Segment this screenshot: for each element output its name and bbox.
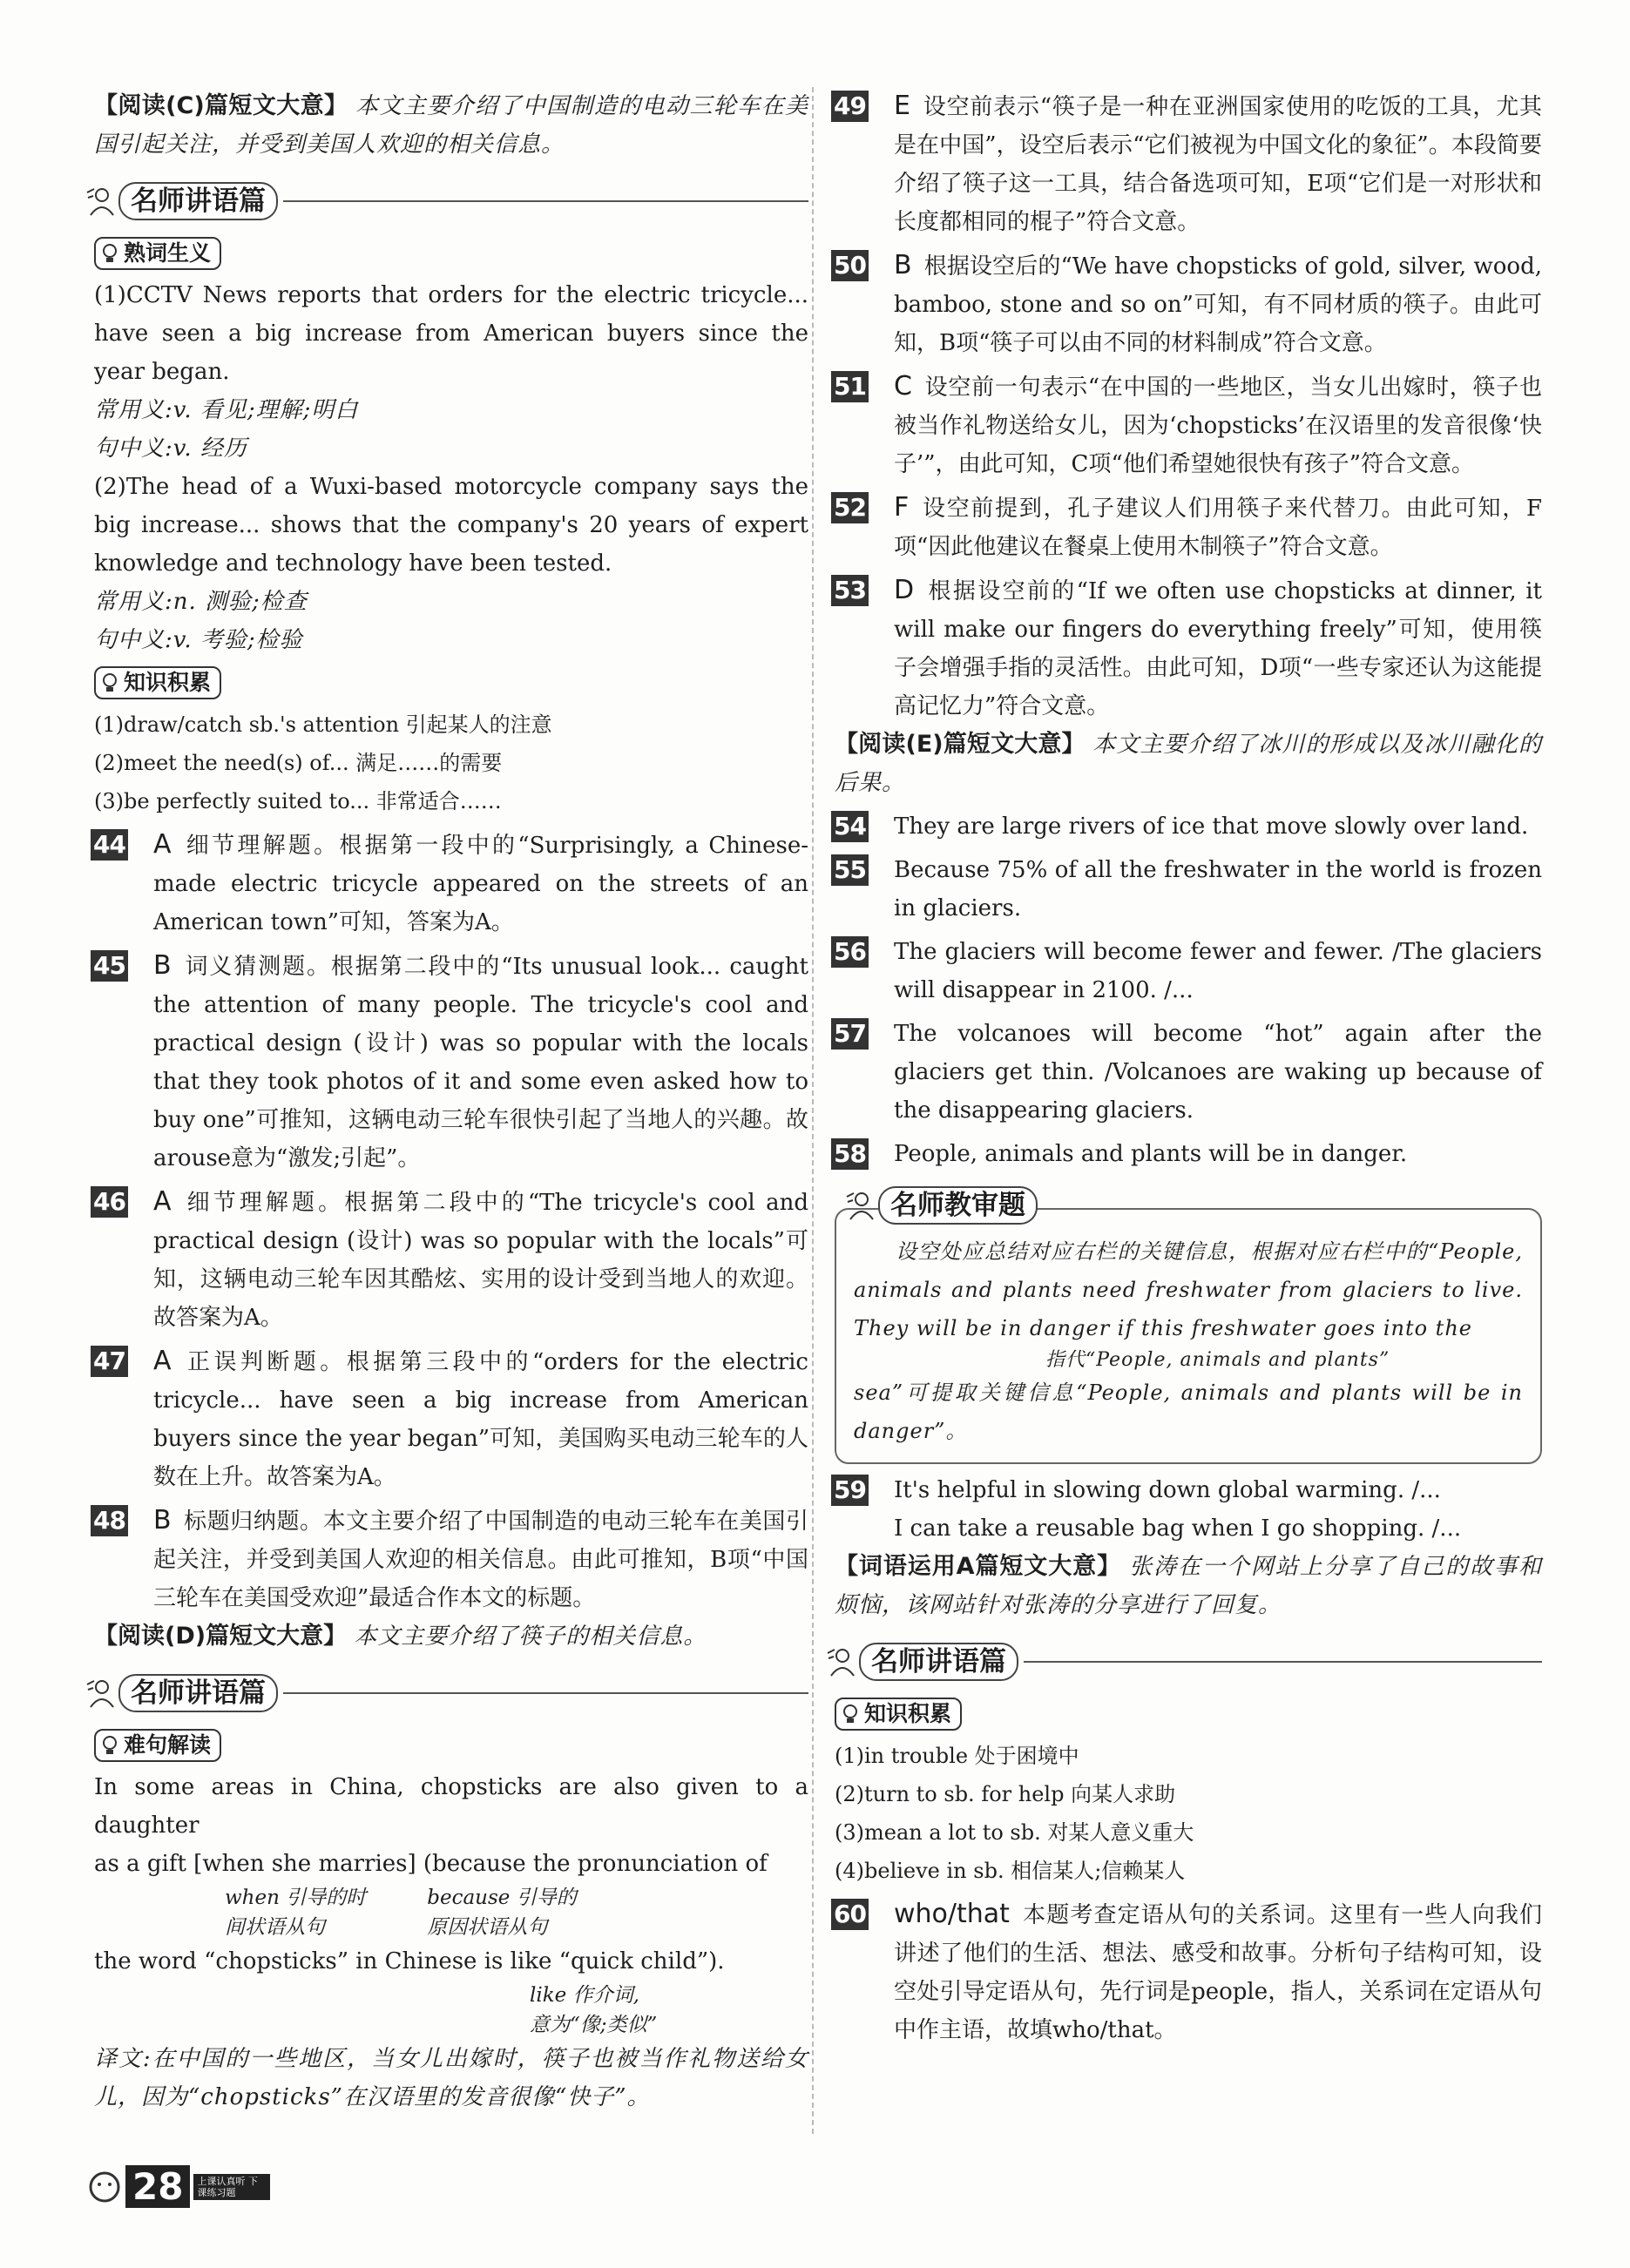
bulb-icon <box>101 243 118 264</box>
answer-letter: F <box>894 492 910 523</box>
question-number: 50 <box>831 250 869 281</box>
bulb-icon <box>842 1704 859 1725</box>
question-number: 58 <box>831 1138 869 1170</box>
explanation: 正误判断题。根据第三段中的“orders for the electric tricycle... have seen a big increase from American buyers since the year began”可知，美国购买电动三轮车的人数在上升。故答案为A。 <box>153 1349 808 1490</box>
question-number: 49 <box>831 91 869 122</box>
hard-sentence-line3: the word “chopsticks” in Chinese is like “quick child”). <box>94 1948 725 1974</box>
question-number: 59 <box>831 1475 869 1506</box>
page-footer <box>87 2165 270 2208</box>
explanation: 根据设空前的“If we often use chopsticks at dinner, it will make our fingers do everything freely”可知，使用筷子会增强手指的灵活性。由此可知，D项“一些专家还认为这能提高记忆力”符合文意。 <box>894 578 1542 719</box>
intro-e-text: 本文主要介绍了冰川的形成以及冰川融化的后果。 <box>835 732 1543 796</box>
review-annotation: 指代“People, animals and plants” <box>1045 1349 1390 1371</box>
answer-57 <box>835 1015 1542 1130</box>
knowledge-item: (3)be perfectly suited to... 非常适合…… <box>94 789 502 813</box>
knowledge-item: (1)in trouble 处于困境中 <box>835 1744 1079 1768</box>
knowledge-item: (2)meet the need(s) of... 满足……的需要 <box>94 751 503 775</box>
answer-50 <box>835 246 1542 362</box>
word2-common-meaning: 常用义:n. 测验;检查 <box>94 589 308 615</box>
intro-c <box>94 87 808 164</box>
question-number: 56 <box>831 936 869 968</box>
answer-letter: A <box>153 1346 172 1376</box>
explanation: 设空前表示“筷子是一种在亚洲国家使用的吃饭的工具，尤其是在中国”，设空后表示“它们被视为中国文化的象征”。本段简要介绍了筷子这一工具，结合备选项可知，E项“它们是一对形状和长度都相同的棍子”符合文意。 <box>894 94 1542 235</box>
explanation: They are large rivers of ice that move slowly over land. <box>894 813 1529 840</box>
section-header-3 <box>826 1640 1542 1684</box>
explanation: 细节理解题。根据第二段中的“The tricycle's cool and practical design (设计) was so popular with the locals”可知，这辆电动三轮车因其酷炫、实用的设计受到当地人的欢迎。故答案为A。 <box>153 1190 808 1331</box>
annotation-like: like 作介词, 意为“像;类似” <box>530 1984 658 2036</box>
teacher-review-box <box>835 1190 1542 1464</box>
section-title-2: 名师讲语篇 <box>118 1674 278 1712</box>
question-number: 54 <box>831 811 869 842</box>
section-title-review: 名师教审题 <box>878 1186 1038 1225</box>
tag-knowledge: 知识积累 <box>94 666 221 699</box>
answer-48 <box>94 1502 808 1617</box>
answer-56 <box>835 933 1542 1009</box>
answer-51 <box>835 368 1542 483</box>
explanation: It's helpful in slowing down global warming. /... <box>894 1477 1441 1503</box>
annotation-row-1 <box>94 1883 808 1942</box>
answer-54 <box>835 807 1542 846</box>
tag-knowledge-2: 知识积累 <box>835 1698 962 1731</box>
explanation: 细节理解题。根据第一段中的“Surprisingly, a Chinese-made electric tricycle appeared on the streets of an American town”可知，答案为A。 <box>153 833 808 935</box>
tag-familiar-words: 熟词生义 <box>94 237 221 270</box>
intro-a <box>835 1548 1542 1624</box>
hard-sentence-line1: In some areas in China, chopsticks are also given to a daughter <box>94 1774 808 1839</box>
answer-60 <box>835 1895 1542 2049</box>
word2-sentence: (2)The head of a Wuxi-based motorcycle company says the big increase... shows that the company's 20 years of expert knowledge and technology have been tested. <box>94 474 808 577</box>
section-header-2 <box>85 1671 808 1715</box>
left-column <box>94 87 808 2116</box>
question-number: 45 <box>91 950 128 982</box>
bulb-icon <box>101 1735 118 1756</box>
word1-context-meaning: 句中义:v. 经历 <box>94 435 247 462</box>
knowledge-item: (4)believe in sb. 相信某人;信赖某人 <box>835 1859 1186 1883</box>
answer-59 <box>835 1471 1542 1548</box>
mascot-icon <box>87 2170 122 2204</box>
intro-d-text: 本文主要介绍了筷子的相关信息。 <box>354 1623 707 1650</box>
question-number: 46 <box>91 1186 128 1218</box>
answer-45 <box>94 947 808 1178</box>
answer-letter: A <box>153 829 172 860</box>
intro-d-heading: 【阅读(D)篇短文大意】 <box>94 1623 348 1650</box>
right-column <box>835 87 1542 2049</box>
knowledge-item: (1)draw/catch sb.'s attention 引起某人的注意 <box>94 712 552 737</box>
section-header-1 <box>85 179 808 223</box>
answer-letter: B <box>894 250 912 280</box>
explanation: 设空前提到，孔子建议人们用筷子来代替刀。由此可知，F项“因此他建议在餐桌上使用木制筷子”符合文意。 <box>894 496 1542 560</box>
explanation: 设空前一句表示“在中国的一些地区，当女儿出嫁时，筷子也被当作礼物送给女儿，因为‘chopsticks’在汉语里的发音很像‘快子’”，由此可知，C项“他们希望她很快有孩子”符合文意。 <box>894 375 1542 477</box>
question-number: 57 <box>831 1018 869 1050</box>
question-number: 55 <box>831 854 869 886</box>
answer-58 <box>835 1135 1542 1173</box>
explanation: I can take a reusable bag when I go shopping. /... <box>894 1515 1462 1542</box>
explanation: The volcanoes will become “hot” again after the glaciers get thin. /Volcanoes are waking up because of the disappearing glaciers. <box>894 1021 1542 1124</box>
tag-hard-sentence: 难句解读 <box>94 1729 221 1762</box>
teacher-icon <box>85 186 118 217</box>
answer-letter: E <box>894 91 910 121</box>
answer-47 <box>94 1342 808 1496</box>
section-header-review <box>845 1184 1038 1227</box>
answer-53 <box>835 571 1542 726</box>
question-number: 47 <box>91 1346 128 1377</box>
explanation: The glaciers will become fewer and fewer. /The glaciers will disappear in 2100. /... <box>894 939 1542 1003</box>
answer-55 <box>835 851 1542 928</box>
answer-44 <box>94 826 808 942</box>
teacher-icon <box>85 1677 118 1709</box>
knowledge-item: (3)mean a lot to sb. 对某人意义重大 <box>835 1820 1194 1845</box>
teacher-icon <box>826 1646 859 1677</box>
question-number: 48 <box>91 1505 128 1536</box>
answer-46 <box>94 1183 808 1337</box>
section-title-1: 名师讲语篇 <box>118 182 278 220</box>
question-number: 44 <box>91 829 128 861</box>
section-title-3: 名师讲语篇 <box>859 1643 1018 1681</box>
review-text-1: 设空处应总结对应右栏的关键信息，根据对应右栏中的“People, animals and plants need freshwater from glaciers to live. They will be in danger if this freshwater goes into the <box>854 1239 1523 1340</box>
translation: 译文:在中国的一些地区，当女儿出嫁时，筷子也被当作礼物送给女儿，因为“chopsticks”在汉语里的发音很像“快子”。 <box>94 2046 808 2110</box>
answer-letter: C <box>894 371 912 402</box>
intro-e <box>835 726 1542 802</box>
question-number: 53 <box>831 575 869 606</box>
footer-slogan: 上课认真听 下课练习题 <box>193 2174 270 2200</box>
answer-52 <box>835 489 1542 566</box>
review-text-2: sea”可提取关键信息“People, animals and plants will be in danger”。 <box>854 1380 1523 1443</box>
annotation-because: because 引导的 原因状语从句 <box>427 1887 577 1939</box>
intro-c-text: 本文主要介绍了中国制造的电动三轮车在美国引起关注，并受到美国人欢迎的相关信息。 <box>94 93 808 158</box>
question-number: 51 <box>831 371 869 402</box>
explanation: 标题归纳题。本文主要介绍了中国制造的电动三轮车在美国引起关注，并受到美国人欢迎的相关信息。由此可推知，B项“中国三轮车在美国受欢迎”最适合作本文的标题。 <box>153 1509 808 1611</box>
explanation: People, animals and plants will be in danger. <box>894 1141 1408 1167</box>
explanation: 词义猜测题。根据第二段中的“Its unusual look... caught the attention of many people. The tricycle's cool and practical design (设计) was so popular with the locals that they took photos of it and some even asked how to buy one”可推知，这辆电动三轮车很快引起了当地人的兴趣。故arouse意为“激发;引起”。 <box>153 954 808 1171</box>
explanation: 根据设空后的“We have chopsticks of gold, silver, wood, bamboo, stone and so on”可知，有不同材质的筷子。由此可知，B项“筷子可以由不同的材料制成”符合文意。 <box>894 253 1542 356</box>
annotation-when: when 引导的时 间状语从句 <box>225 1887 367 1939</box>
explanation: 本题考查定语从句的关系词。这里有一些人向我们讲述了他们的生活、想法、感受和故事。分析句子结构可知，设空处引导定语从句，先行词是people，指人，关系词在定语从句中作主语，故填who/that。 <box>894 1902 1542 2043</box>
answer-letter: D <box>894 575 915 605</box>
word1-sentence: (1)CCTV News reports that orders for the electric tricycle... have seen a big increase from American buyers since the year began. <box>94 282 808 385</box>
answer-letter: A <box>153 1186 172 1217</box>
bulb-icon <box>101 672 118 693</box>
answer-49 <box>835 87 1542 241</box>
answer-word: who/that <box>894 1899 1010 1929</box>
explanation: Because 75% of all the freshwater in the world is frozen in glaciers. <box>894 857 1542 921</box>
knowledge-item: (2)turn to sb. for help 向某人求助 <box>835 1782 1176 1806</box>
intro-a-heading: 【词语运用A篇短文大意】 <box>835 1553 1121 1580</box>
hard-sentence-line2: as a gift [when she marries] (because the pronunciation of <box>94 1851 768 1877</box>
intro-d <box>94 1617 808 1656</box>
intro-a-text: 张涛在一个网站上分享了自己的故事和烦恼，该网站针对张涛的分享进行了回复。 <box>835 1554 1542 1618</box>
word2-context-meaning: 句中义:v. 考验;检验 <box>94 627 303 653</box>
teacher-icon <box>845 1190 878 1221</box>
intro-c-heading: 【阅读(C)篇短文大意】 <box>94 92 348 119</box>
page-number: 28 <box>125 2165 190 2208</box>
intro-e-heading: 【阅读(E)篇短文大意】 <box>835 731 1086 758</box>
question-number: 60 <box>831 1899 869 1930</box>
answer-letter: B <box>153 950 172 981</box>
word1-common-meaning: 常用义:v. 看见;理解;明白 <box>94 397 359 423</box>
question-number: 52 <box>831 492 869 523</box>
column-divider <box>812 87 814 2134</box>
answer-letter: B <box>153 1505 172 1536</box>
